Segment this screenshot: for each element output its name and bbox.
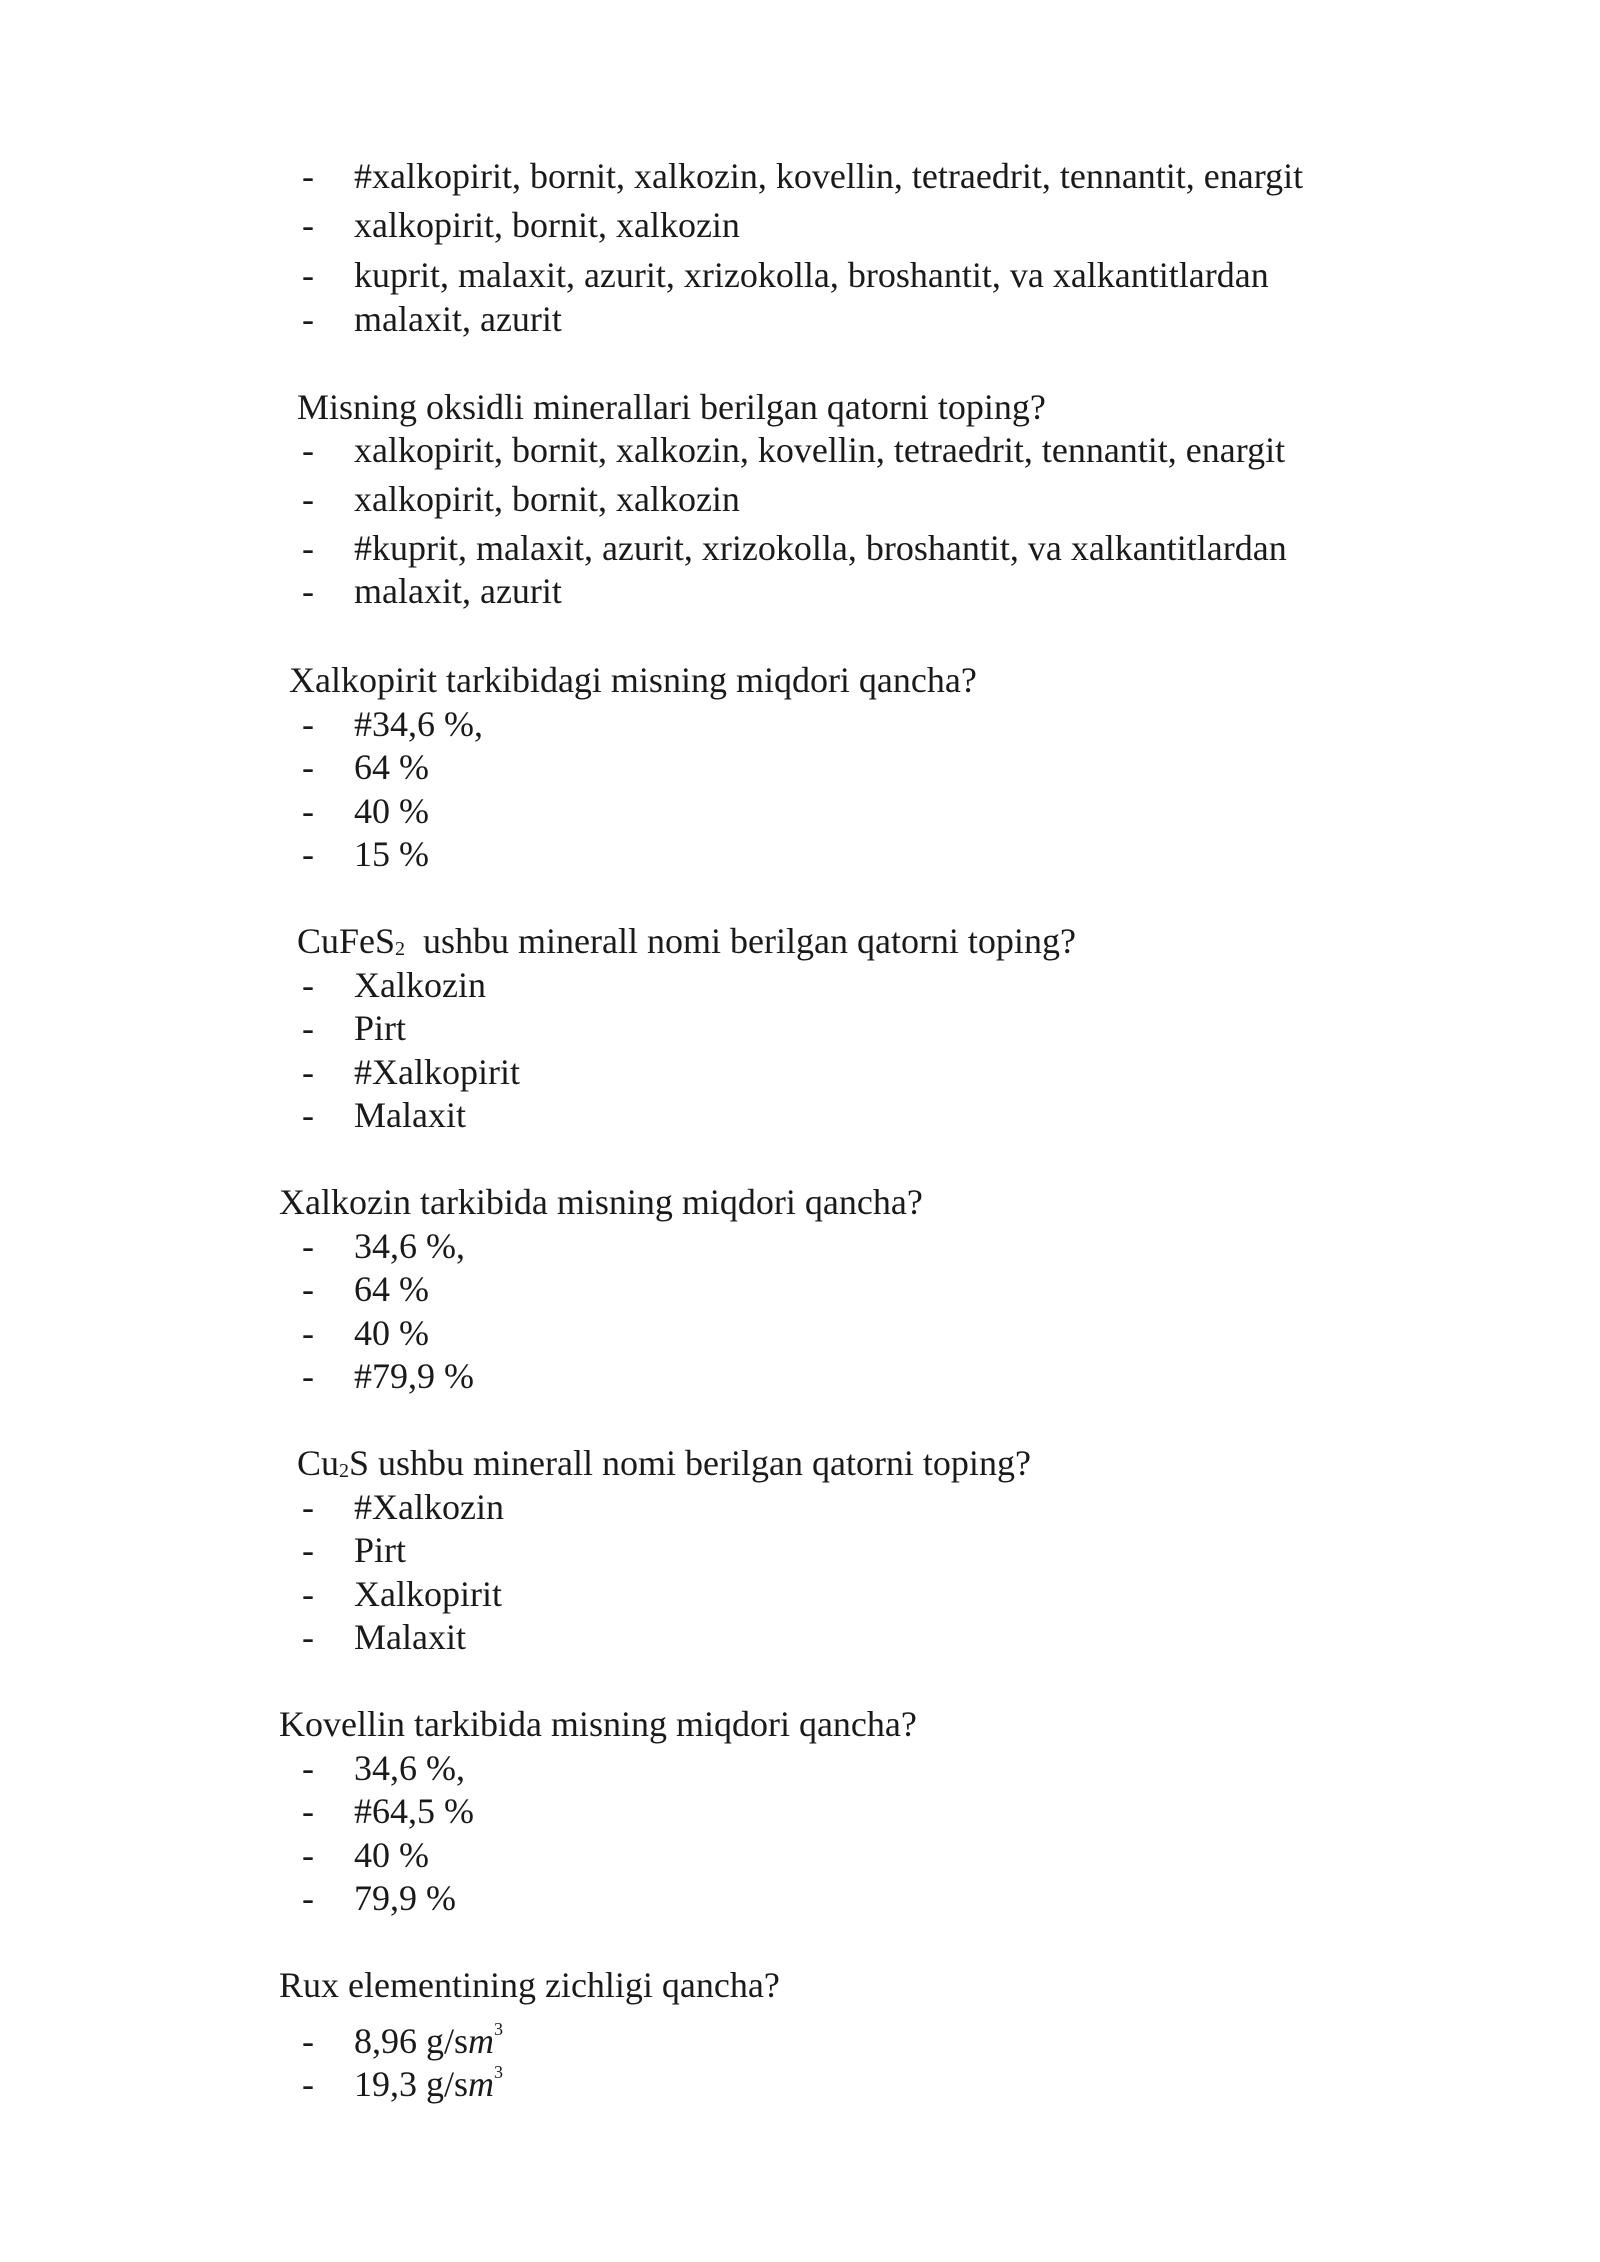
option-text: #79,9 % <box>354 1356 474 1396</box>
question-text: Misning oksidli minerallari berilgan qatorni toping? <box>297 387 1046 427</box>
option-text: 34,6 %, <box>354 1226 465 1266</box>
bullet-dash: - <box>302 1748 314 1788</box>
option-line <box>302 745 429 789</box>
bullet-dash: - <box>302 1487 314 1527</box>
bullet-dash: - <box>302 528 314 568</box>
bullet-dash: - <box>302 1574 314 1614</box>
option-line <box>302 1267 429 1311</box>
option-line <box>302 203 740 247</box>
option-line <box>302 1833 429 1877</box>
option-line <box>302 1572 502 1616</box>
bullet-dash: - <box>302 747 314 787</box>
option-line <box>302 1789 474 1833</box>
option-text: malaxit, azurit <box>354 571 562 611</box>
bullet-dash: - <box>302 1269 314 1309</box>
option-text: #Xalkozin <box>354 1487 504 1527</box>
option-text: Malaxit <box>354 1617 466 1657</box>
unit-exponent: 3 <box>494 2062 504 2082</box>
option-line <box>302 1354 474 1398</box>
bullet-dash: - <box>302 1095 314 1135</box>
option-text: 40 % <box>354 1313 429 1353</box>
formula-tail: S <box>349 1443 370 1483</box>
option-line <box>302 2050 503 2106</box>
option-line <box>302 1093 466 1137</box>
bullet-dash: - <box>302 1878 314 1918</box>
bullet-dash: - <box>302 834 314 874</box>
unit-italic: m <box>468 2064 495 2104</box>
option-line <box>302 526 1287 570</box>
bullet-dash: - <box>302 1008 314 1048</box>
option-line <box>302 1746 465 1790</box>
option-text: xalkopirit, bornit, xalkozin <box>354 205 740 245</box>
option-text: #kuprit, malaxit, azurit, xrizokolla, broshantit, va xalkantitlardan <box>354 528 1287 568</box>
option-text: malaxit, azurit <box>354 299 562 339</box>
option-line <box>302 428 1285 472</box>
question-text: Xalkopirit tarkibidagi misning miqdori qancha? <box>289 660 977 700</box>
bullet-dash: - <box>302 2064 314 2104</box>
option-text: Xalkozin <box>354 965 486 1005</box>
option-text: 34,6 %, <box>354 1748 465 1788</box>
bullet-dash: - <box>302 1835 314 1875</box>
option-text: 64 % <box>354 747 429 787</box>
option-value: 8,96 g/s <box>354 2021 469 2061</box>
option-text: Xalkopirit <box>354 1574 502 1614</box>
option-line <box>302 702 483 746</box>
option-line <box>302 297 562 341</box>
unit-exponent: 3 <box>494 2019 504 2039</box>
bullet-dash: - <box>302 1052 314 1092</box>
option-text: Pirt <box>354 1530 407 1570</box>
option-line <box>302 1224 465 1268</box>
formula: CuFeS <box>297 921 396 961</box>
option-line <box>302 832 429 876</box>
bullet-dash: - <box>302 704 314 744</box>
option-line <box>302 569 562 613</box>
option-line <box>302 1006 406 1050</box>
option-text: 79,9 % <box>354 1878 456 1918</box>
bullet-dash: - <box>302 299 314 339</box>
question-text: Rux elementining zichligi qancha? <box>279 1965 780 2005</box>
option-line <box>302 1050 520 1094</box>
unit-italic: m <box>468 2021 495 2061</box>
bullet-dash: - <box>302 156 314 196</box>
bullet-dash: - <box>302 205 314 245</box>
option-text: xalkopirit, bornit, xalkozin <box>354 479 740 519</box>
bullet-dash: - <box>302 1356 314 1396</box>
bullet-dash: - <box>302 255 314 295</box>
bullet-dash: - <box>302 2021 314 2061</box>
question-text: ushbu minerall nomi berilgan qatorni toping? <box>423 921 1076 961</box>
option-text: 40 % <box>354 791 429 831</box>
option-text: #64,5 % <box>354 1791 474 1831</box>
bullet-dash: - <box>302 430 314 470</box>
bullet-dash: - <box>302 791 314 831</box>
option-text: 15 % <box>354 834 429 874</box>
formula: Cu <box>297 1443 340 1483</box>
option-line <box>302 1311 429 1355</box>
bullet-dash: - <box>302 1226 314 1266</box>
option-text: kuprit, malaxit, azurit, xrizokolla, broshantit, va xalkantitlardan <box>354 255 1269 295</box>
bullet-dash: - <box>302 965 314 1005</box>
option-line <box>302 1615 466 1659</box>
option-line <box>302 789 429 833</box>
bullet-dash: - <box>302 1530 314 1570</box>
option-text: Pirt <box>354 1008 407 1048</box>
option-line <box>302 1528 406 1572</box>
question-text: ushbu minerall nomi berilgan qatorni toping? <box>378 1443 1031 1483</box>
option-text: xalkopirit, bornit, xalkozin, kovellin, tetraedrit, tennantit, enargit <box>354 430 1286 470</box>
option-line <box>302 154 1303 198</box>
option-text: 64 % <box>354 1269 429 1309</box>
formula-subscript: 2 <box>395 938 406 960</box>
option-line <box>302 253 1269 297</box>
bullet-dash: - <box>302 571 314 611</box>
bullet-dash: - <box>302 1313 314 1353</box>
bullet-dash: - <box>302 479 314 519</box>
bullet-dash: - <box>302 1617 314 1657</box>
question-text: Xalkozin tarkibida misning miqdori qancha? <box>279 1182 923 1222</box>
option-value: 19,3 g/s <box>354 2064 469 2104</box>
option-text: Malaxit <box>354 1095 466 1135</box>
option-text: #xalkopirit, bornit, xalkozin, kovellin, tetraedrit, tennantit, enargit <box>354 156 1304 196</box>
option-text: 40 % <box>354 1835 429 1875</box>
option-text: #34,6 %, <box>354 704 483 744</box>
bullet-dash: - <box>302 1791 314 1831</box>
formula-subscript: 2 <box>339 1460 350 1482</box>
option-line <box>302 477 740 521</box>
option-text: #Xalkopirit <box>354 1052 520 1092</box>
question-text: Kovellin tarkibida misning miqdori qancha? <box>279 1704 917 1744</box>
option-line <box>302 1485 504 1529</box>
option-line <box>302 963 486 1007</box>
option-line <box>302 1876 456 1920</box>
